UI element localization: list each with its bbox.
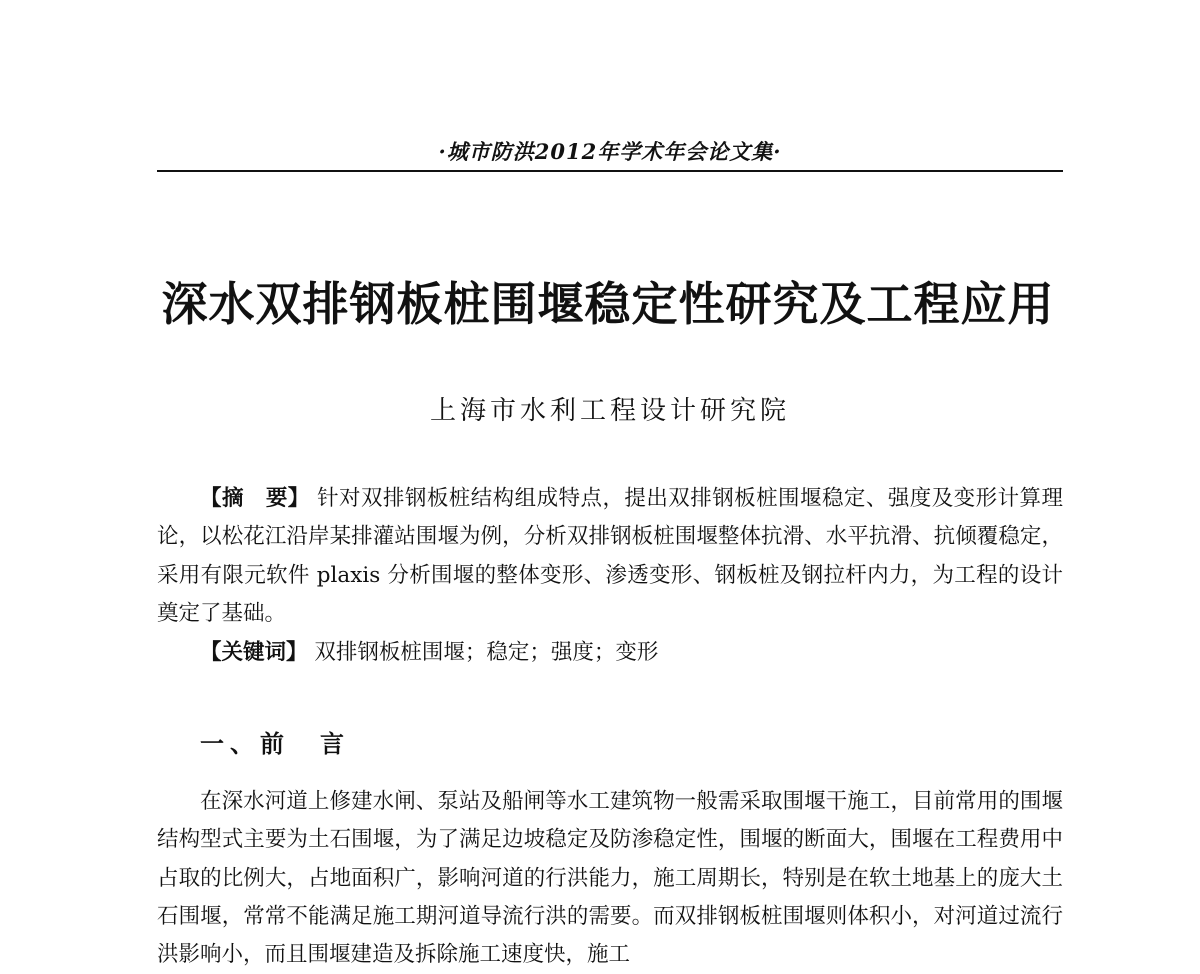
keywords-text: 双排钢板桩围堰；稳定；强度；变形 [314,640,659,665]
abstract-label: 【摘 要】 [200,486,310,511]
section-heading: 一、前 言 [200,729,350,758]
abstract-text: 针对双排钢板桩结构组成特点，提出双排钢板桩围堰稳定、强度及变形计算理论，以松花江沿岸某排灌站围堰为例，分析双排钢板桩围堰整体抗滑、水平抗滑、抗倾覆稳定，采用有限元软件 plaxis 分析围堰的整体变形、渗透变形、钢板桩及钢拉杆内力，为工程的设计奠定了基础。 [157,486,1063,626]
body-paragraph: 在深水河道上修建水闸、泵站及船闸等水工建筑物一般需采取围堰干施工，目前常用的围堰结构型式主要为土石围堰，为了满足边坡稳定及防渗稳定性，围堰的断面大，围堰在工程费用中占取的比例大，占地面积广，影响河道的行洪能力，施工周期长，特别是在软土地基上的庞大土石围堰，常常不能满足施工期河道导流行洪的需要。而双排钢板桩围堰则体积小，对河道过流行洪影响小，而且围堰建造及拆除施工速度快，施工 [157,789,1063,968]
abstract [157,480,1063,633]
keywords-label: 【关键词】 [200,640,308,665]
keywords [157,634,1063,672]
header-rule [157,170,1063,172]
paper-title: 深水双排钢板桩围堰稳定性研究及工程应用 [161,277,1055,331]
running-header: ·城市防洪2012年学术年会论文集· [438,139,782,164]
author-affiliation: 上海市水利工程设计研究院 [429,396,790,426]
